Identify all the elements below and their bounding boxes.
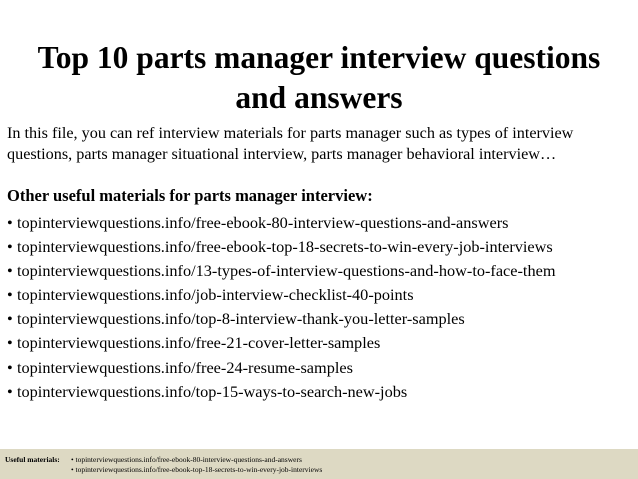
footer-label-text: Useful materials <box>5 455 58 464</box>
list-item <box>7 283 555 307</box>
bullet-icon: • <box>7 285 13 305</box>
title-line-1: Top 10 parts manager interview questions <box>37 40 601 75</box>
material-link[interactable]: topinterviewquestions.info/top-8-interview-thank-you-letter-samples <box>17 309 465 329</box>
footer-label <box>5 455 60 465</box>
footer-link[interactable]: • topinterviewquestions.info/free-ebook-80-interview-questions-and-answers <box>71 455 302 464</box>
material-link[interactable]: topinterviewquestions.info/job-interview-checklist-40-points <box>17 285 414 305</box>
list-item <box>7 211 555 235</box>
materials-link-list <box>7 211 555 404</box>
material-link[interactable]: topinterviewquestions.info/free-ebook-80-interview-questions-and-answers <box>17 213 509 232</box>
materials-subheading: Other useful materials for parts manager interview: <box>7 186 373 205</box>
material-link[interactable]: topinterviewquestions.info/free-ebook-top-18-secrets-to-win-every-job-interviews <box>17 237 553 257</box>
list-item <box>7 356 555 380</box>
bullet-icon: • <box>7 381 13 401</box>
material-link[interactable]: topinterviewquestions.info/top-15-ways-to-search-new-jobs <box>17 381 408 401</box>
list-item <box>7 235 555 259</box>
material-link[interactable]: topinterviewquestions.info/free-21-cover-letter-samples <box>17 333 381 353</box>
list-item <box>7 307 555 331</box>
page-title <box>0 38 638 118</box>
list-item <box>7 259 555 283</box>
footer-label-separator: : <box>57 455 60 464</box>
material-link[interactable]: topinterviewquestions.info/13-types-of-interview-questions-and-how-to-face-them <box>17 261 556 281</box>
intro-paragraph <box>7 123 635 165</box>
footer-bar <box>0 449 638 479</box>
bullet-icon: • <box>7 309 13 329</box>
list-item <box>7 380 555 404</box>
footer-link[interactable]: • topinterviewquestions.info/free-ebook-top-18-secrets-to-win-every-job-interviews <box>71 465 323 474</box>
material-link[interactable]: topinterviewquestions.info/free-24-resume-samples <box>17 357 353 377</box>
bullet-icon: • <box>7 213 13 232</box>
title-line-2: and answers <box>235 80 403 115</box>
bullet-icon: • <box>7 237 13 257</box>
intro-line-2: questions, parts manager situational interview, parts manager behavioral interview… <box>7 145 557 163</box>
list-item <box>7 331 555 355</box>
bullet-icon: • <box>7 357 13 377</box>
bullet-icon: • <box>7 333 13 353</box>
intro-line-1: In this file, you can ref interview materials for parts manager such as types of interview <box>7 124 574 142</box>
bullet-icon: • <box>7 261 13 281</box>
footer-link-list <box>71 455 322 475</box>
